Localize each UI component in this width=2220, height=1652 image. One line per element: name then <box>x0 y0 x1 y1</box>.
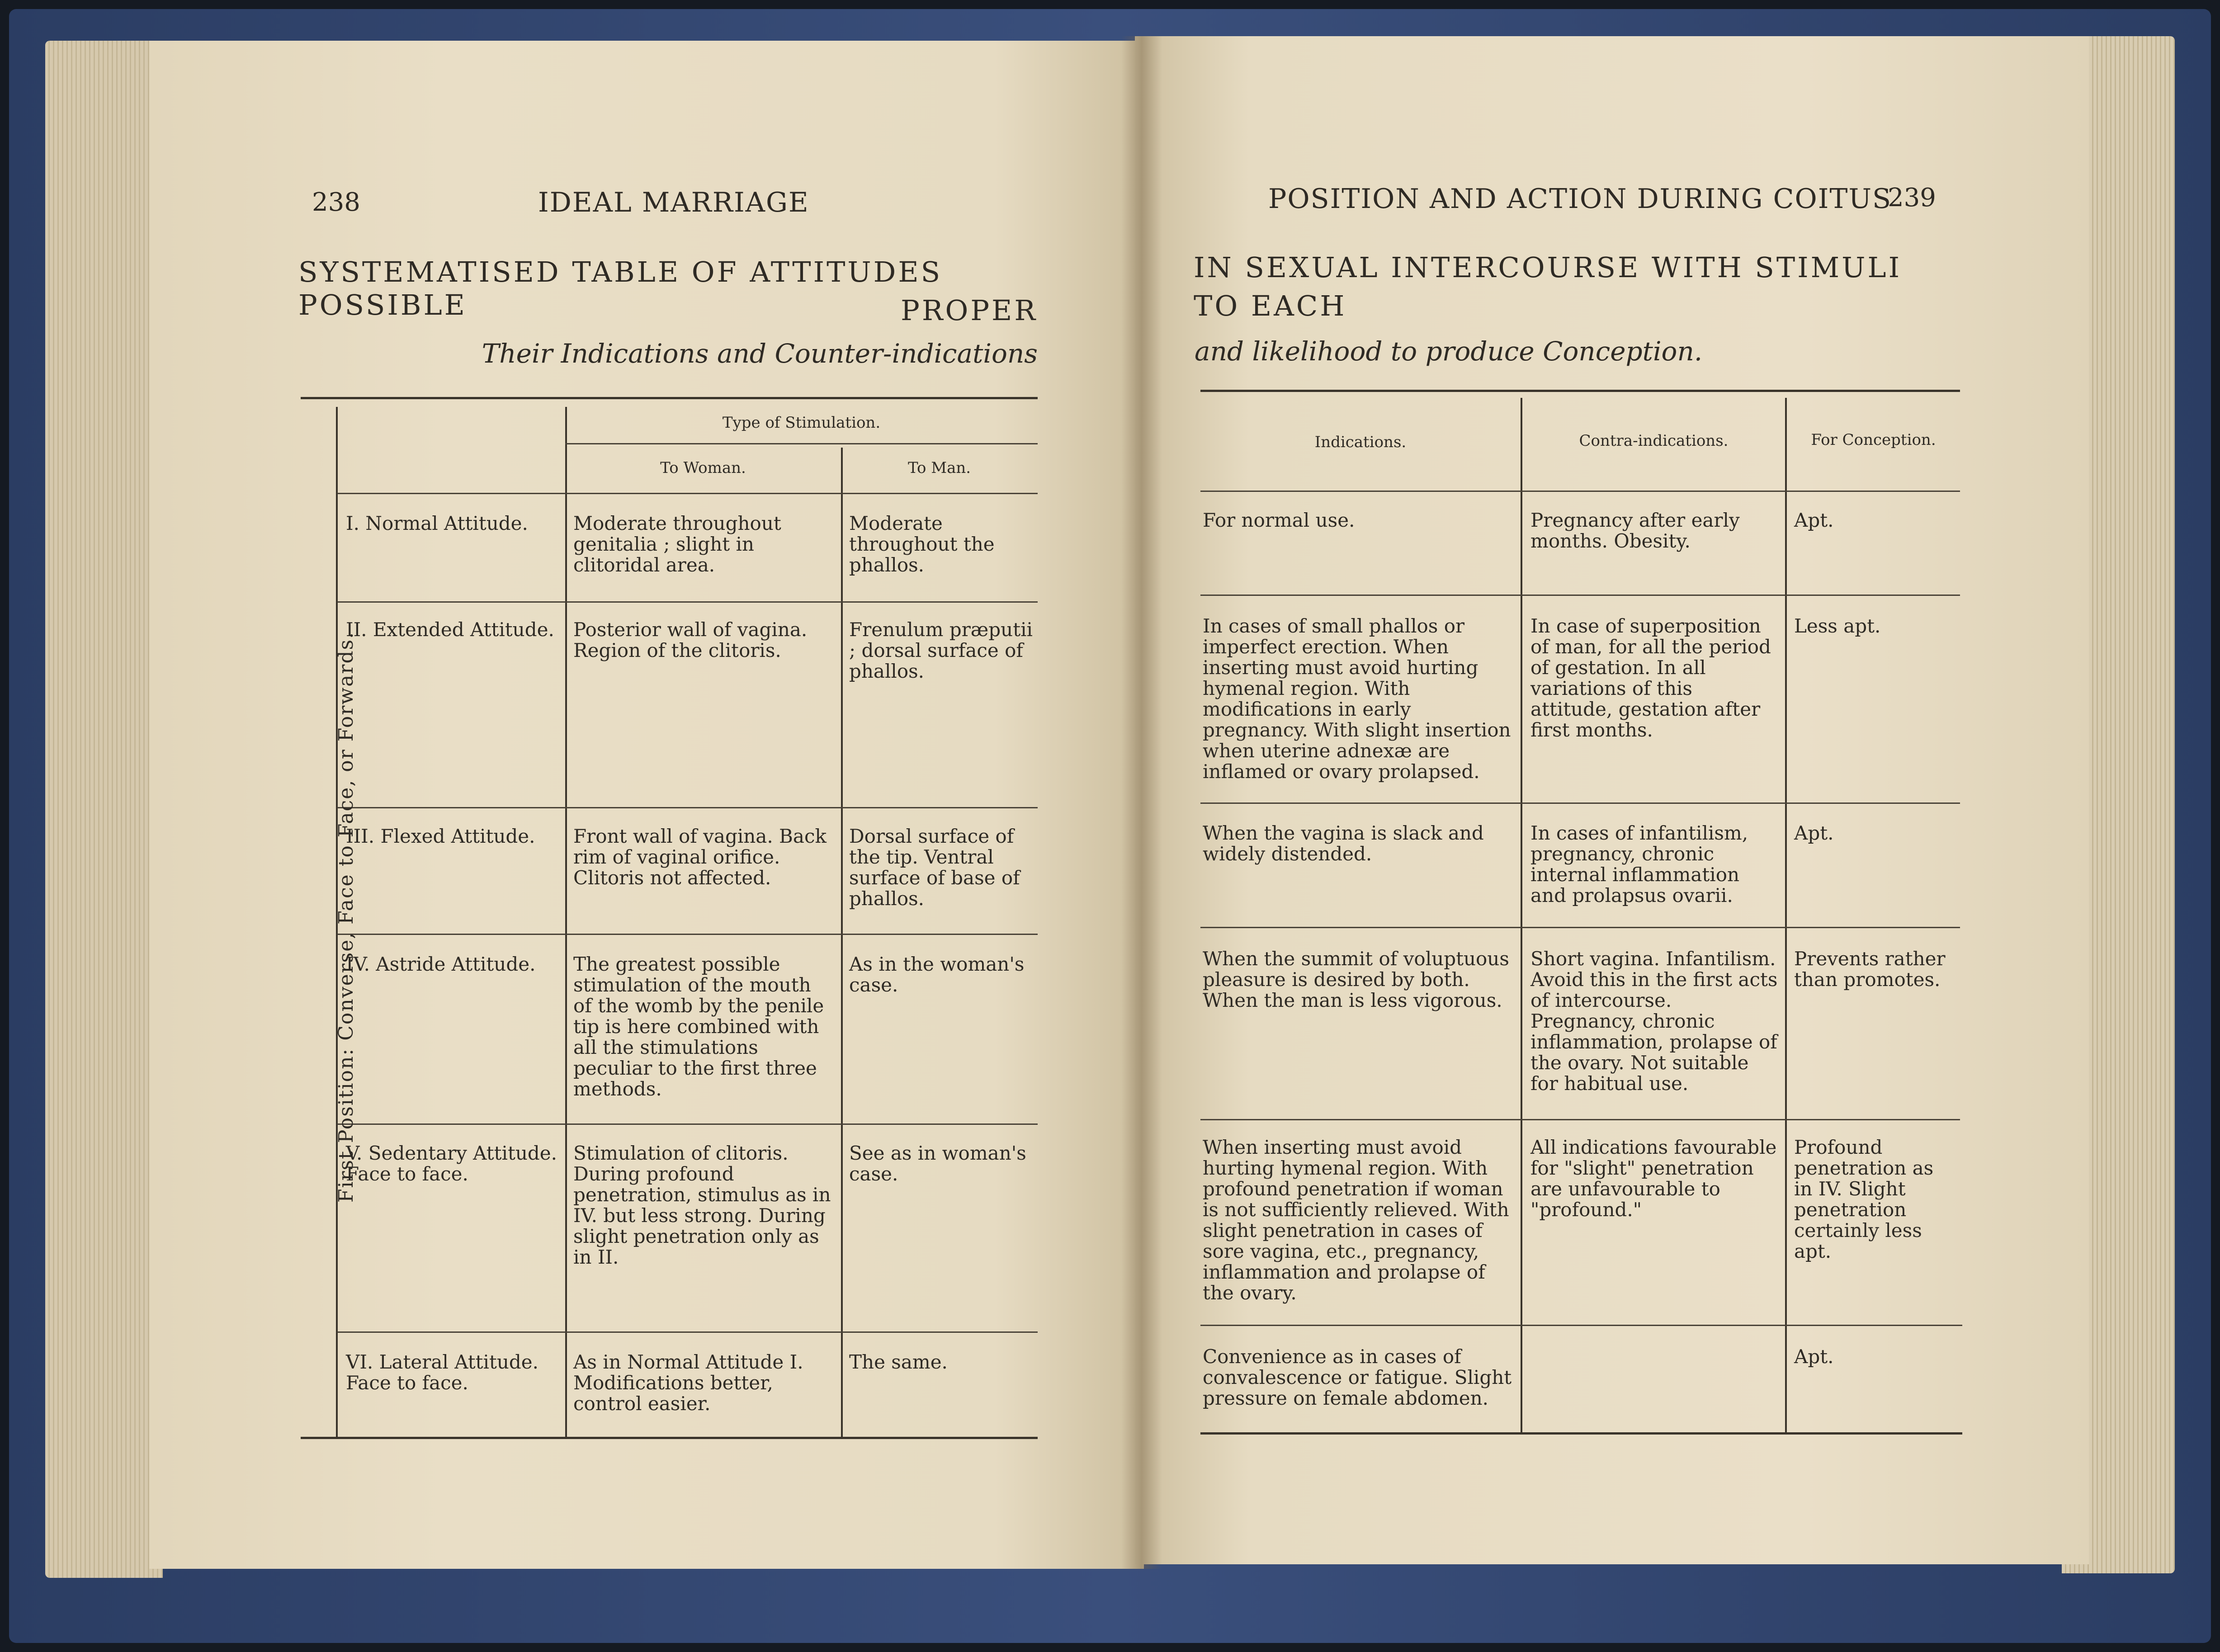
attitude-cell: III. Flexed Attitude. <box>346 825 535 847</box>
header-to-woman: To Woman. <box>660 459 746 477</box>
attitude-cell: IV. Astride Attitude. <box>346 953 536 975</box>
page-number-left: 238 <box>312 188 360 217</box>
conception-cell: Prevents rather than promotes. <box>1794 948 1946 991</box>
contra-indications-cell: All indications favourable for "slight" penetration are unfavourable to "profound." <box>1530 1136 1777 1221</box>
man-stimulation-cell: Moderate throughout the phallos. <box>849 512 995 576</box>
indications-cell: Convenience as in cases of convalescence or fatigue. Slight pressure on female abdomen. <box>1203 1345 1512 1409</box>
row-divider <box>337 1123 1038 1125</box>
contra-indications-cell: In cases of infantilism, pregnancy, chronic internal inflammation and prolapsus ovarii. <box>1530 822 1748 906</box>
table-bottom-rule-right <box>1200 1432 1962 1435</box>
header-for-conception: For Conception. <box>1811 431 1936 449</box>
header-group-rule <box>565 443 1038 444</box>
column-divider <box>1785 398 1787 1433</box>
indications-cell: When inserting must avoid hurting hymenal region. With profound penetration if woman is not sufficiently relieved. With slight penetration in cases of sore vagina, etc., pregnancy, inflammation and prolapse of the ovary. <box>1203 1136 1509 1304</box>
contra-indications-cell: In case of superposition of man, for all the period of gestation. In all variations of this attitude, gestation after first months. <box>1530 615 1771 741</box>
conception-cell: Apt. <box>1794 822 1834 844</box>
woman-stimulation-cell: Posterior wall of vagina. Region of the clitoris. <box>573 618 808 661</box>
conception-cell: Apt. <box>1794 1345 1834 1368</box>
header-indications: Indications. <box>1314 433 1407 451</box>
running-head-left: IDEAL MARRIAGE <box>538 187 809 218</box>
column-divider <box>841 448 843 1438</box>
table-top-rule-left <box>301 397 1038 399</box>
man-stimulation-cell: See as in woman's case. <box>849 1142 1026 1185</box>
page-number-right: 239 <box>1888 183 1936 212</box>
row-divider <box>1200 1119 1960 1120</box>
row-divider <box>337 934 1038 935</box>
man-stimulation-cell: Dorsal surface of the tip. Ventral surface of base of phallos. <box>849 825 1020 910</box>
woman-stimulation-cell: Front wall of vagina. Back rim of vaginal orifice. Clitoris not affected. <box>573 825 827 889</box>
first-position-label: First Position: Converse, Face to Face, or Forwards. <box>335 631 358 1203</box>
book-gutter <box>1121 36 1162 1569</box>
conception-cell: Less apt. <box>1794 615 1881 637</box>
woman-stimulation-cell: Moderate throughout genitalia ; slight in clitoridal area. <box>573 512 781 576</box>
woman-stimulation-cell: As in Normal Attitude I. Modifications better, control easier. <box>573 1351 803 1415</box>
column-divider <box>565 407 567 1438</box>
row-divider <box>1200 595 1960 596</box>
attitude-cell: II. Extended Attitude. <box>346 618 554 641</box>
running-head-right: POSITION AND ACTION DURING COITUS <box>1268 183 1892 215</box>
column-divider <box>1521 398 1522 1433</box>
indications-cell: In cases of small phallos or imperfect erection. When inserting must avoid hurting hymenal region. With modifications in early pregnancy. With slight insertion when uterine adnexæ are inflamed or ovary prolapsed. <box>1203 615 1511 783</box>
woman-stimulation-cell: The greatest possible stimulation of the mouth of the womb by the penile tip is here combined with all the stimulations peculiar to the first three methods. <box>573 953 824 1100</box>
row-divider <box>1200 927 1960 928</box>
page-edges-left <box>45 41 163 1578</box>
header-bottom-rule <box>1200 491 1960 492</box>
header-bottom-rule <box>337 493 1038 494</box>
row-divider <box>1200 802 1960 804</box>
table-subtitle-right: and likelihood to produce Conception. <box>1195 336 1703 367</box>
table-title-right-line1: IN SEXUAL INTERCOURSE WITH STIMULI <box>1194 251 1902 284</box>
man-stimulation-cell: The same. <box>849 1351 948 1373</box>
conception-cell: Apt. <box>1794 509 1834 531</box>
table-title-left-line2: PROPER <box>901 294 1038 327</box>
table-title-right-line2: TO EACH <box>1194 289 1347 322</box>
indications-cell: When the vagina is slack and widely distended. <box>1203 822 1484 865</box>
row-divider <box>1200 1325 1962 1326</box>
attitude-cell: V. Sedentary Attitude. Face to face. <box>346 1142 557 1185</box>
indications-cell: When the summit of voluptuous pleasure is desired by both. When the man is less vigorous. <box>1203 948 1509 1011</box>
row-divider <box>337 807 1038 808</box>
table-bottom-rule-left <box>301 1437 1038 1439</box>
attitude-cell: VI. Lateral Attitude. Face to face. <box>346 1351 538 1394</box>
indications-cell: For normal use. <box>1203 509 1355 531</box>
contra-indications-cell: Short vagina. Infantilism. Avoid this in the first acts of intercourse. Pregnancy, chronic inflammation, prolapse of the ovary. Not suitable for habitual use. <box>1530 948 1778 1095</box>
conception-cell: Profound penetration as in IV. Slight penetration certainly less apt. <box>1794 1136 1934 1262</box>
attitude-cell: I. Normal Attitude. <box>346 512 528 534</box>
table-subtitle-left: Their Indications and Counter-indications <box>482 338 1038 369</box>
row-divider <box>337 1331 1038 1333</box>
man-stimulation-cell: As in the woman's case. <box>849 953 1025 996</box>
row-divider <box>337 601 1038 603</box>
header-to-man: To Man. <box>907 459 971 477</box>
woman-stimulation-cell: Stimulation of clitoris. During profound penetration, stimulus as in IV. but less strong. During slight penetration only as in II. <box>573 1142 831 1268</box>
header-contra-indications: Contra-indications. <box>1579 432 1729 450</box>
header-type-of-stimulation: Type of Stimulation. <box>722 414 881 432</box>
table-title-left-line1: SYSTEMATISED TABLE OF ATTITUDES POSSIBLE <box>298 255 943 321</box>
table-top-rule-right <box>1200 390 1960 392</box>
contra-indications-cell: Pregnancy after early months. Obesity. <box>1530 509 1740 552</box>
man-stimulation-cell: Frenulum præputii ; dorsal surface of phallos. <box>849 618 1033 682</box>
